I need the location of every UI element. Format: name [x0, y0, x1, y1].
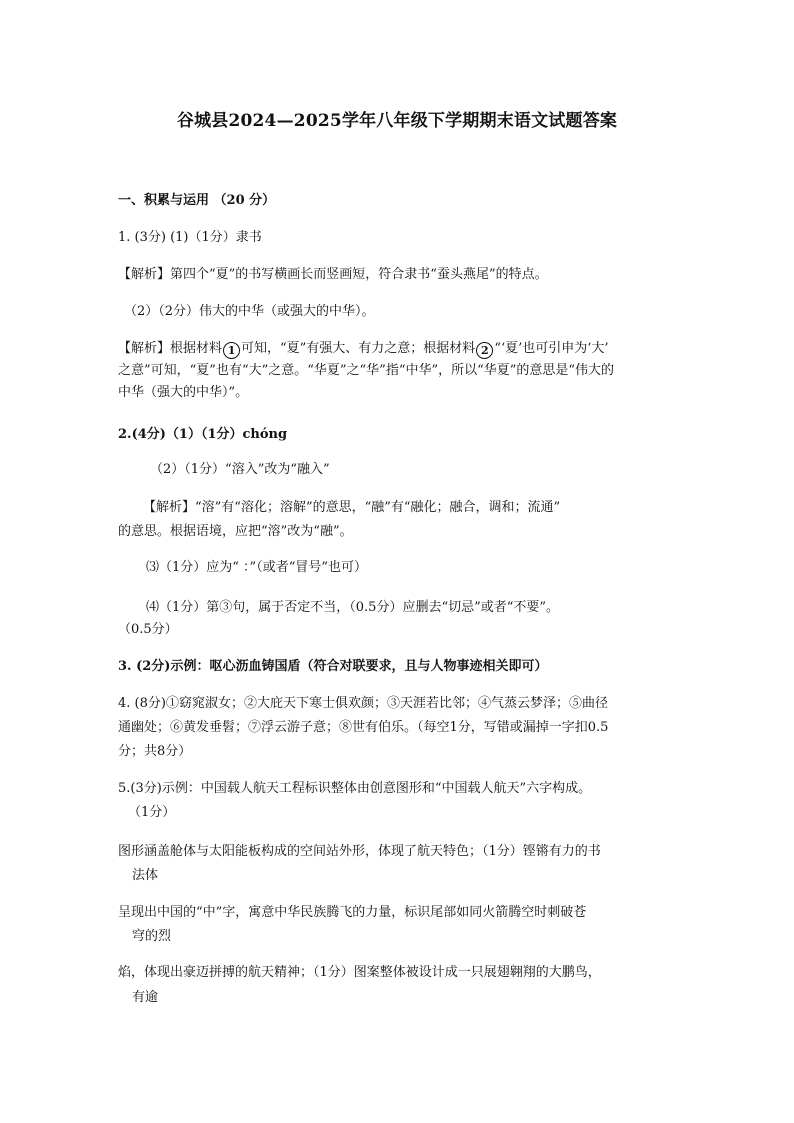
- q3-answer: 3. (2分)示例：呕心沥血铸国盾（符合对联要求，且与人物事迹相关即可）: [118, 659, 548, 674]
- q5-answer-line7: 焰，体现出豪迈拼搏的航天精神；（1分）图案整体被设计成一只展翅翱翔的大鹏鸟，: [118, 965, 601, 980]
- q2-answer-part1: 2.(4分)（1）（1分）chóng: [118, 427, 288, 442]
- circled-number-2: 2: [476, 342, 493, 359]
- q5-answer-line1: 5.(3分)示例：中国载人航天工程标识整体由创意图形和“中国载人航天”六字构成。: [118, 781, 592, 796]
- q5-answer-line6: 穹的烈: [132, 929, 172, 944]
- q1-analysis1: 【解析】第四个“夏”的书写横画长而竖画短，符合隶书“蚕头燕尾”的特点。: [118, 267, 548, 282]
- q1-analysis2-text-a: 【解析】根据材料: [118, 341, 223, 356]
- q1-analysis2-line2: 之意”可知，“夏”也有“大”之意。“华夏”之“华”指“中华”，所以“华夏”的意思是“伟大的: [118, 363, 615, 378]
- section-heading: 一、积累与运用 （20 分）: [118, 193, 276, 208]
- q1-analysis2-line1: [118, 339, 609, 359]
- q2-answer-part4-line1: ⑷（1分）第③句，属于否定不当，（0.5分）应删去“切忌”或者“不要”。: [146, 600, 560, 615]
- q2-answer-part3: ⑶（1分）应为“ ：”（或者“冒号”也可）: [146, 560, 367, 575]
- q1-answer-part2: （2）（2分）伟大的中华（或强大的中华）。: [124, 304, 375, 319]
- q2-answer-part2: （2）（1分）“溶入”改为“融入”: [150, 462, 330, 477]
- circled-number-1: 1: [223, 342, 240, 359]
- q1-analysis2-line3: 中华（强大的中华）”。: [118, 385, 249, 400]
- q2-analysis-line2: 的意思。根据语境，应把“溶”改为“融”。: [118, 524, 353, 539]
- q5-answer-line3: 图形涵盖舱体与太阳能板构成的空间站外形，体现了航天特色；（1分）铿锵有力的书: [118, 844, 601, 859]
- q5-answer-line5: 呈现出中国的“中”字，寓意中华民族腾飞的力量，标识尾部如同火箭腾空时刺破苍: [118, 905, 587, 920]
- q4-answer-line2: 通幽处；⑥黄发垂髫；⑦浮云游子意；⑧世有伯乐。（每空1分，写错或漏掉一字扣0.5: [118, 720, 609, 735]
- q4-answer-line3: 分；共8分）: [118, 744, 192, 759]
- q5-answer-line8: 有逾: [132, 990, 159, 1005]
- q1-analysis2-text-c: “‘夏’也可引申为‘大’: [494, 341, 609, 356]
- q5-answer-line2: （1分）: [128, 805, 176, 820]
- q2-answer-part4-line2: （0.5分）: [118, 622, 178, 637]
- q1-analysis2-text-b: 可知，“夏”有强大、有力之意；根据材料: [241, 341, 476, 356]
- q5-answer-line4: 法体: [132, 868, 159, 883]
- q2-analysis-line1: 【解析】“溶”有“溶化；溶解”的意思，“融”有“融化；融合，调和；流通”: [143, 500, 561, 515]
- document-title: 谷城县2024—2025学年八年级下学期期末语文试题答案: [176, 111, 618, 131]
- q1-answer-part1: 1. (3分) (1)（1分）隶书: [118, 230, 262, 245]
- q4-answer-line1: 4. (8分)①窈窕淑女；②大庇天下寒士俱欢颜；③天涯若比邻；④气蒸云梦泽；⑤曲径: [118, 696, 608, 711]
